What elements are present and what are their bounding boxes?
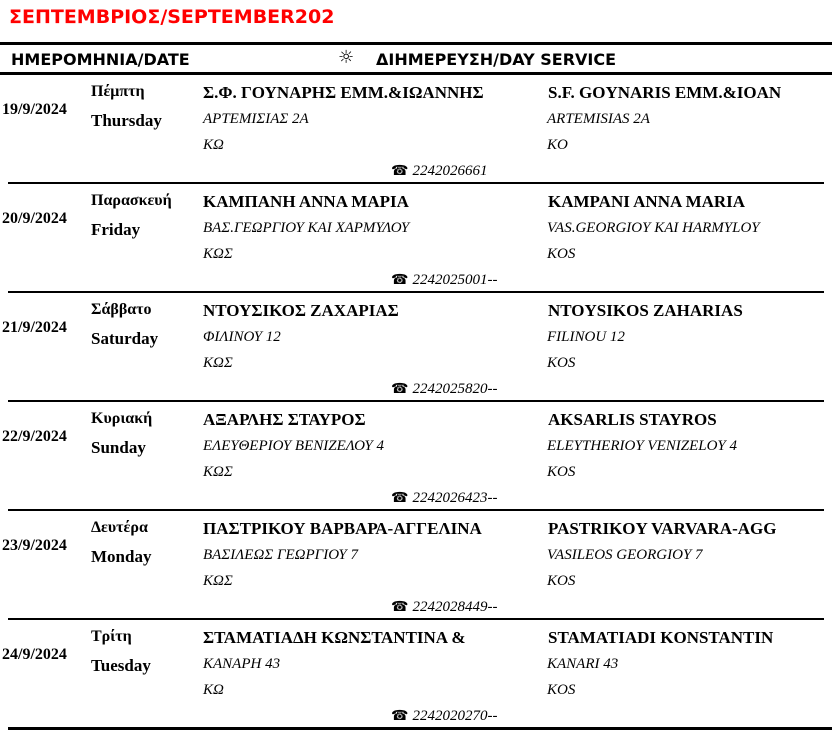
entry-day-english: Monday <box>91 547 152 566</box>
phone-number: 2242026423-- <box>412 490 498 506</box>
day-service-column-header: ΔΙΗΜΕΡΕΥΣΗ/DAY SERVICE <box>376 50 617 69</box>
entry-day-english: Tuesday <box>91 656 151 675</box>
pharmacy-name-greek: ΑΞΑΡΛΗΣ ΣΤΑΥΡΟΣ <box>203 410 366 429</box>
telephone-icon: ☎ <box>391 163 409 179</box>
sun-icon: ☼ <box>338 47 355 68</box>
entry-day-english: Saturday <box>91 329 159 348</box>
pharmacy-name-english: KAMPANI ANNA MARIA <box>548 192 746 211</box>
pharmacy-entry <box>0 183 832 292</box>
pharmacy-address-greek: ΕΛΕΥΘΕΡΙΟΥ ΒΕΝΙΖΕΛΟΥ 4 <box>203 438 384 454</box>
phone-number: 2242020270-- <box>412 708 498 724</box>
pharmacy-name-greek: ΝΤΟΥΣΙΚΟΣ ΖΑΧΑΡΙΑΣ <box>203 301 399 320</box>
pharmacy-city-english: KOS <box>547 573 576 589</box>
entry-day-greek: Σάββατο <box>91 301 152 318</box>
pharmacy-address-greek: ΦΙΛΙΝΟΥ 12 <box>203 329 281 345</box>
pharmacy-address-greek: ΚΑΝΑΡΗ 43 <box>203 656 281 672</box>
pharmacy-phone <box>391 163 487 180</box>
telephone-icon: ☎ <box>391 490 409 506</box>
entry-date: 22/9/2024 <box>2 428 67 445</box>
pharmacy-entry <box>0 619 832 728</box>
pharmacy-entry <box>0 74 832 183</box>
phone-number: 2242026661 <box>412 163 488 179</box>
pharmacy-city-greek: ΚΩΣ <box>203 573 233 589</box>
pharmacy-phone <box>391 272 497 289</box>
pharmacy-address-english: ARTEMISIAS 2A <box>547 111 650 127</box>
pharmacy-address-greek: ΑΡΤΕΜΙΣΙΑΣ 2Α <box>203 111 309 127</box>
entry-day-english: Sunday <box>91 438 146 457</box>
entry-date: 23/9/2024 <box>2 537 67 554</box>
pharmacy-address-greek: ΒΑΣΙΛΕΩΣ ΓΕΩΡΓΙΟΥ 7 <box>203 547 359 563</box>
entry-date: 21/9/2024 <box>2 319 67 336</box>
pharmacy-phone <box>391 708 497 725</box>
entry-day-english: Friday <box>91 220 141 239</box>
pharmacy-name-english: S.F. GOYNARIS EMM.&IOAN <box>548 83 782 102</box>
pharmacy-address-english: VAS.GEORGIOY KAI HARMYLOY <box>547 220 760 236</box>
telephone-icon: ☎ <box>391 381 409 397</box>
entry-day-greek: Παρασκευή <box>91 192 172 209</box>
pharmacy-address-greek: ΒΑΣ.ΓΕΩΡΓΙΟΥ ΚΑΙ ΧΑΡΜΥΛΟΥ <box>203 220 410 236</box>
pharmacy-city-english: KO <box>547 137 568 153</box>
telephone-icon: ☎ <box>391 272 409 288</box>
phone-number: 2242025820-- <box>412 381 498 397</box>
column-header <box>0 46 832 72</box>
entry-day-greek: Πέμπτη <box>91 83 145 100</box>
entry-day-greek: Τρίτη <box>91 628 132 645</box>
pharmacy-name-english: STAMATIADI KONSTANTIN <box>548 628 774 647</box>
pharmacy-name-greek: ΠΑΣΤΡΙΚΟΥ ΒΑΡΒΑΡΑ-ΑΓΓΕΛΙΝΑ <box>203 519 482 538</box>
pharmacy-name-english: AKSARLIS STAYROS <box>548 410 717 429</box>
pharmacy-phone <box>391 490 497 507</box>
entry-separator <box>8 727 832 730</box>
pharmacy-entry <box>0 401 832 510</box>
pharmacy-city-greek: ΚΩΣ <box>203 355 233 371</box>
entry-date: 24/9/2024 <box>2 646 67 663</box>
entry-day-english: Thursday <box>91 111 162 130</box>
pharmacy-address-english: KANARI 43 <box>547 656 619 672</box>
pharmacy-address-english: ELEYTHERIOY VENIZELOY 4 <box>547 438 738 454</box>
header-top-rule <box>0 42 832 45</box>
pharmacy-phone <box>391 381 497 398</box>
phone-number: 2242025001-- <box>412 272 498 288</box>
pharmacy-phone <box>391 599 497 616</box>
entry-date: 20/9/2024 <box>2 210 67 227</box>
entry-day-greek: Δευτέρα <box>91 519 148 536</box>
pharmacy-address-english: VASILEOS GEORGIOY 7 <box>547 547 703 563</box>
date-column-header: ΗΜΕΡΟΜΗΝΙΑ/DATE <box>11 50 190 69</box>
pharmacy-address-english: FILINOU 12 <box>547 329 625 345</box>
pharmacy-city-greek: ΚΩ <box>203 137 224 153</box>
pharmacy-name-english: NTOYSIKOS ZAHARIAS <box>548 301 743 320</box>
pharmacy-city-english: KOS <box>547 355 576 371</box>
pharmacy-city-english: KOS <box>547 682 576 698</box>
telephone-icon: ☎ <box>391 599 409 615</box>
entry-day-greek: Κυριακή <box>91 410 153 427</box>
pharmacy-city-greek: ΚΩΣ <box>203 464 233 480</box>
pharmacy-name-greek: Σ.Φ. ΓΟΥΝΑΡΗΣ ΕΜΜ.&ΙΩΑΝΝΗΣ <box>203 83 484 102</box>
pharmacy-name-greek: ΣΤΑΜΑΤΙΑΔΗ ΚΩΝΣΤΑΝΤΙΝΑ & <box>203 628 466 647</box>
telephone-icon: ☎ <box>391 708 409 724</box>
pharmacy-city-english: KOS <box>547 246 576 262</box>
pharmacy-name-english: PASTRIKOY VARVARA-AGG <box>548 519 777 538</box>
pharmacy-entry <box>0 510 832 619</box>
pharmacy-city-english: KOS <box>547 464 576 480</box>
entry-date: 19/9/2024 <box>2 101 67 118</box>
page-title: ΣΕΠΤΕΜΒΡΙΟΣ/SEPTEMBER202 <box>9 6 335 28</box>
pharmacy-city-greek: ΚΩΣ <box>203 246 233 262</box>
pharmacy-entry <box>0 292 832 401</box>
phone-number: 2242028449-- <box>412 599 498 615</box>
pharmacy-city-greek: ΚΩ <box>203 682 224 698</box>
pharmacy-name-greek: ΚΑΜΠΑΝΗ ΑΝΝΑ ΜΑΡΙΑ <box>203 192 409 211</box>
